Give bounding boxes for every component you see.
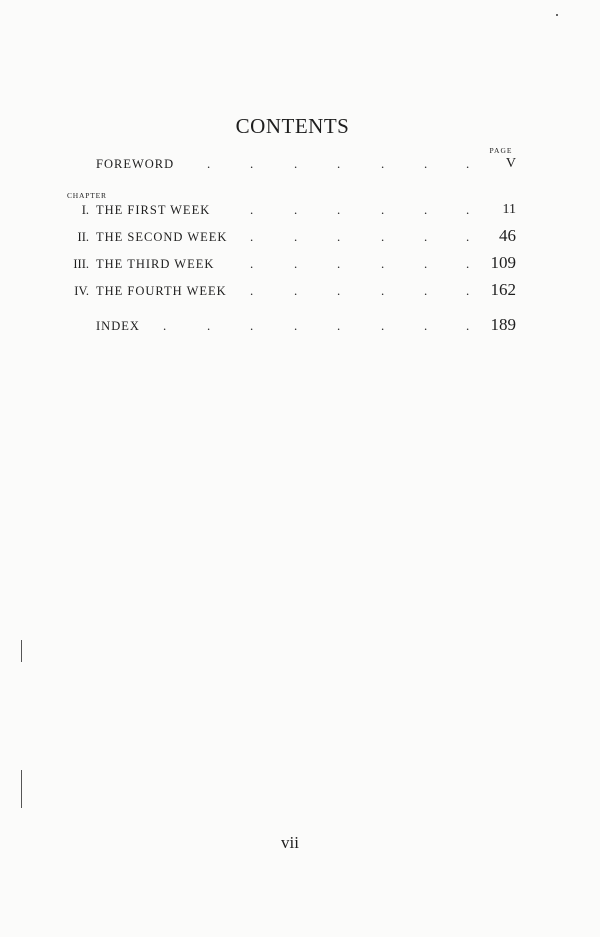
entry-page: 109 [490,253,516,272]
entry-page: 46 [499,226,516,245]
contents-title: CONTENTS [235,114,350,138]
entry-number: III. [73,257,89,271]
entry-page: 162 [490,280,516,299]
entry-page: V [505,156,516,171]
margin-scan-mark [21,640,22,662]
page-folio: vii [281,833,299,852]
chapter-column-label: CHAPTER [67,191,107,200]
dot-leaders: . . . . . . [250,283,470,298]
dot-leaders: . . . . . . [250,229,470,244]
toc-entry-foreword [0,156,600,176]
entry-number: I. [81,203,89,217]
entry-page: 11 [502,202,516,217]
entry-title: THE THIRD WEEK [96,257,215,271]
entry-title: FOREWORD [96,157,175,171]
toc-entry-index [0,315,600,338]
toc-entry-chapter-1 [0,202,600,222]
dot-leaders: . . . . . . [250,202,470,217]
entry-title: THE SECOND WEEK [96,230,228,244]
dot-leaders: . . . . . . . [207,156,470,171]
entry-number: II. [77,230,89,244]
entry-title: THE FIRST WEEK [96,203,211,217]
entry-title: INDEX [96,319,140,333]
entry-number: IV. [74,284,89,298]
dot-leaders: . . . . . . [250,256,470,271]
dot-leaders: . . . . . . . . [163,318,470,333]
page-column-label: PAGE [489,146,513,155]
margin-scan-mark [21,770,22,808]
scan-speck [556,14,558,16]
entry-page: 189 [490,315,516,334]
entry-title: THE FOURTH WEEK [96,284,227,298]
toc-entry-chapter-4 [0,280,600,303]
toc-entry-chapter-3 [0,253,600,276]
toc-entry-chapter-2 [0,226,600,249]
